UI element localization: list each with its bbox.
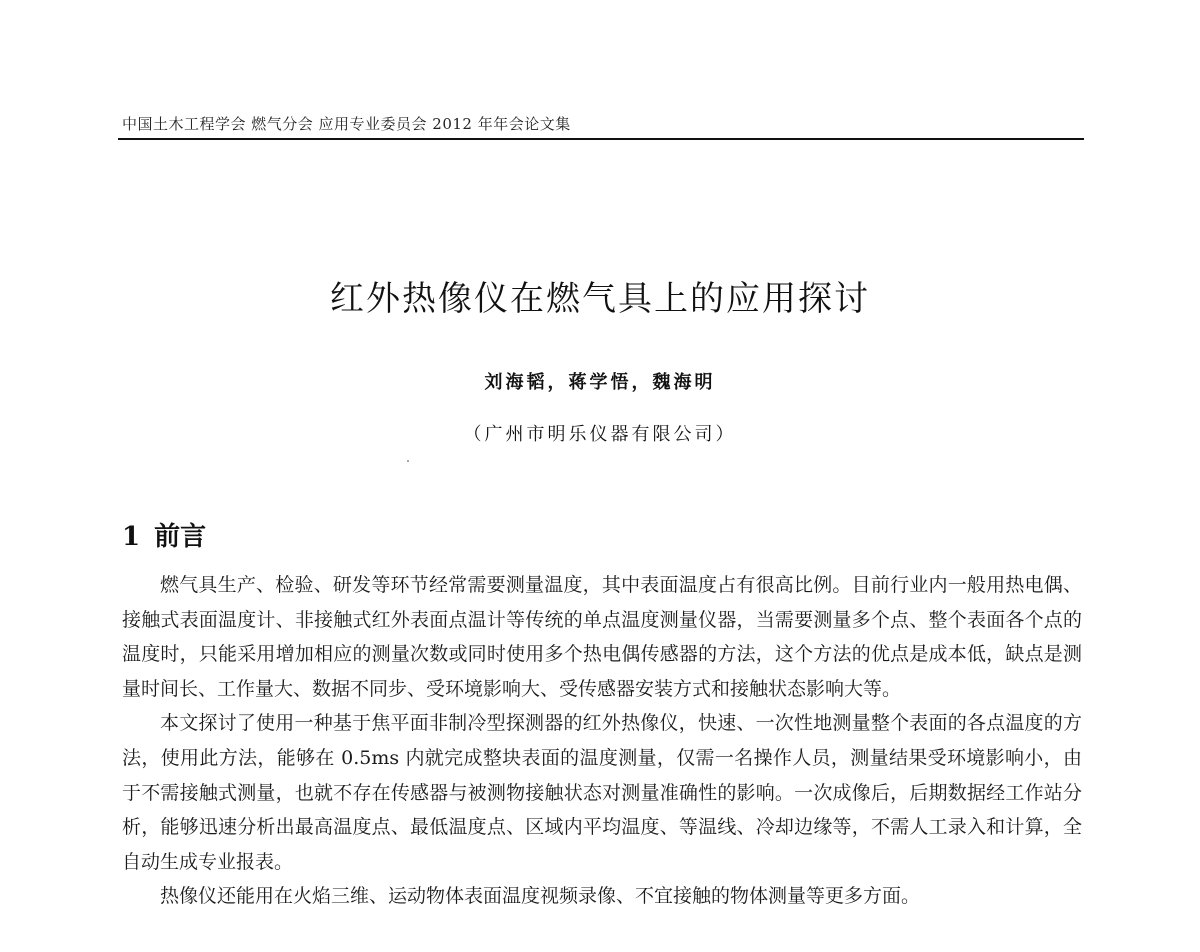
section-heading (122, 516, 206, 553)
section-number: 1 (122, 522, 141, 552)
paper-title: 红外热像仪在燃气具上的应用探讨 (330, 278, 870, 319)
paper-authors: 刘海韬，蒋学悟，魏海明 (484, 372, 716, 393)
header-rule (118, 138, 1084, 140)
running-header: 中国土木工程学会 燃气分会 应用专业委员会 2012 年年会论文集 (122, 115, 571, 133)
paragraph: 热像仪还能用在火焰三维、运动物体表面温度视频录像、不宜接触的物体测量等更多方面。 (160, 885, 921, 908)
paragraph: 燃气具生产、检验、研发等环节经常需要测量温度，其中表面温度占有很高比例。目前行业内一般用热电偶、接触式表面温度计、非接触式红外表面点温计等传统的单点温度测量仪器，当需要测量多个点、整个表面各个点的温度时，只能采用增加相应的测量次数或同时使用多个热电偶传感器的方法，这个方法的优点是成本低，缺点是测量时间长、工作量大、数据不同步、受环境影响大、受传感器安装方式和接触状态影响大等。 (122, 574, 1082, 700)
paragraph: 本文探讨了使用一种基于焦平面非制冷型探测器的红外热像仪，快速、一次性地测量整个表面的各点温度的方法，使用此方法，能够在 0.5ms 内就完成整块表面的温度测量，仅需一名操作人员，测量结果受环境影响小，由于不需接触式测量，也就不存在传感器与被测物接触状态对测量准确性的影响。一次成像后，后期数据经工作站分析，能够迅速分析出最高温度点、最低温度点、区域内平均温度、等温线、冷却边缘等，不需人工录入和计算，全自动生成专业报表。 (122, 712, 1082, 873)
section-title: 前言 (154, 522, 207, 552)
body-text (122, 568, 1082, 914)
paper-affiliation: （广州市明乐仪器有限公司） (463, 424, 737, 445)
stray-mark (407, 460, 409, 462)
